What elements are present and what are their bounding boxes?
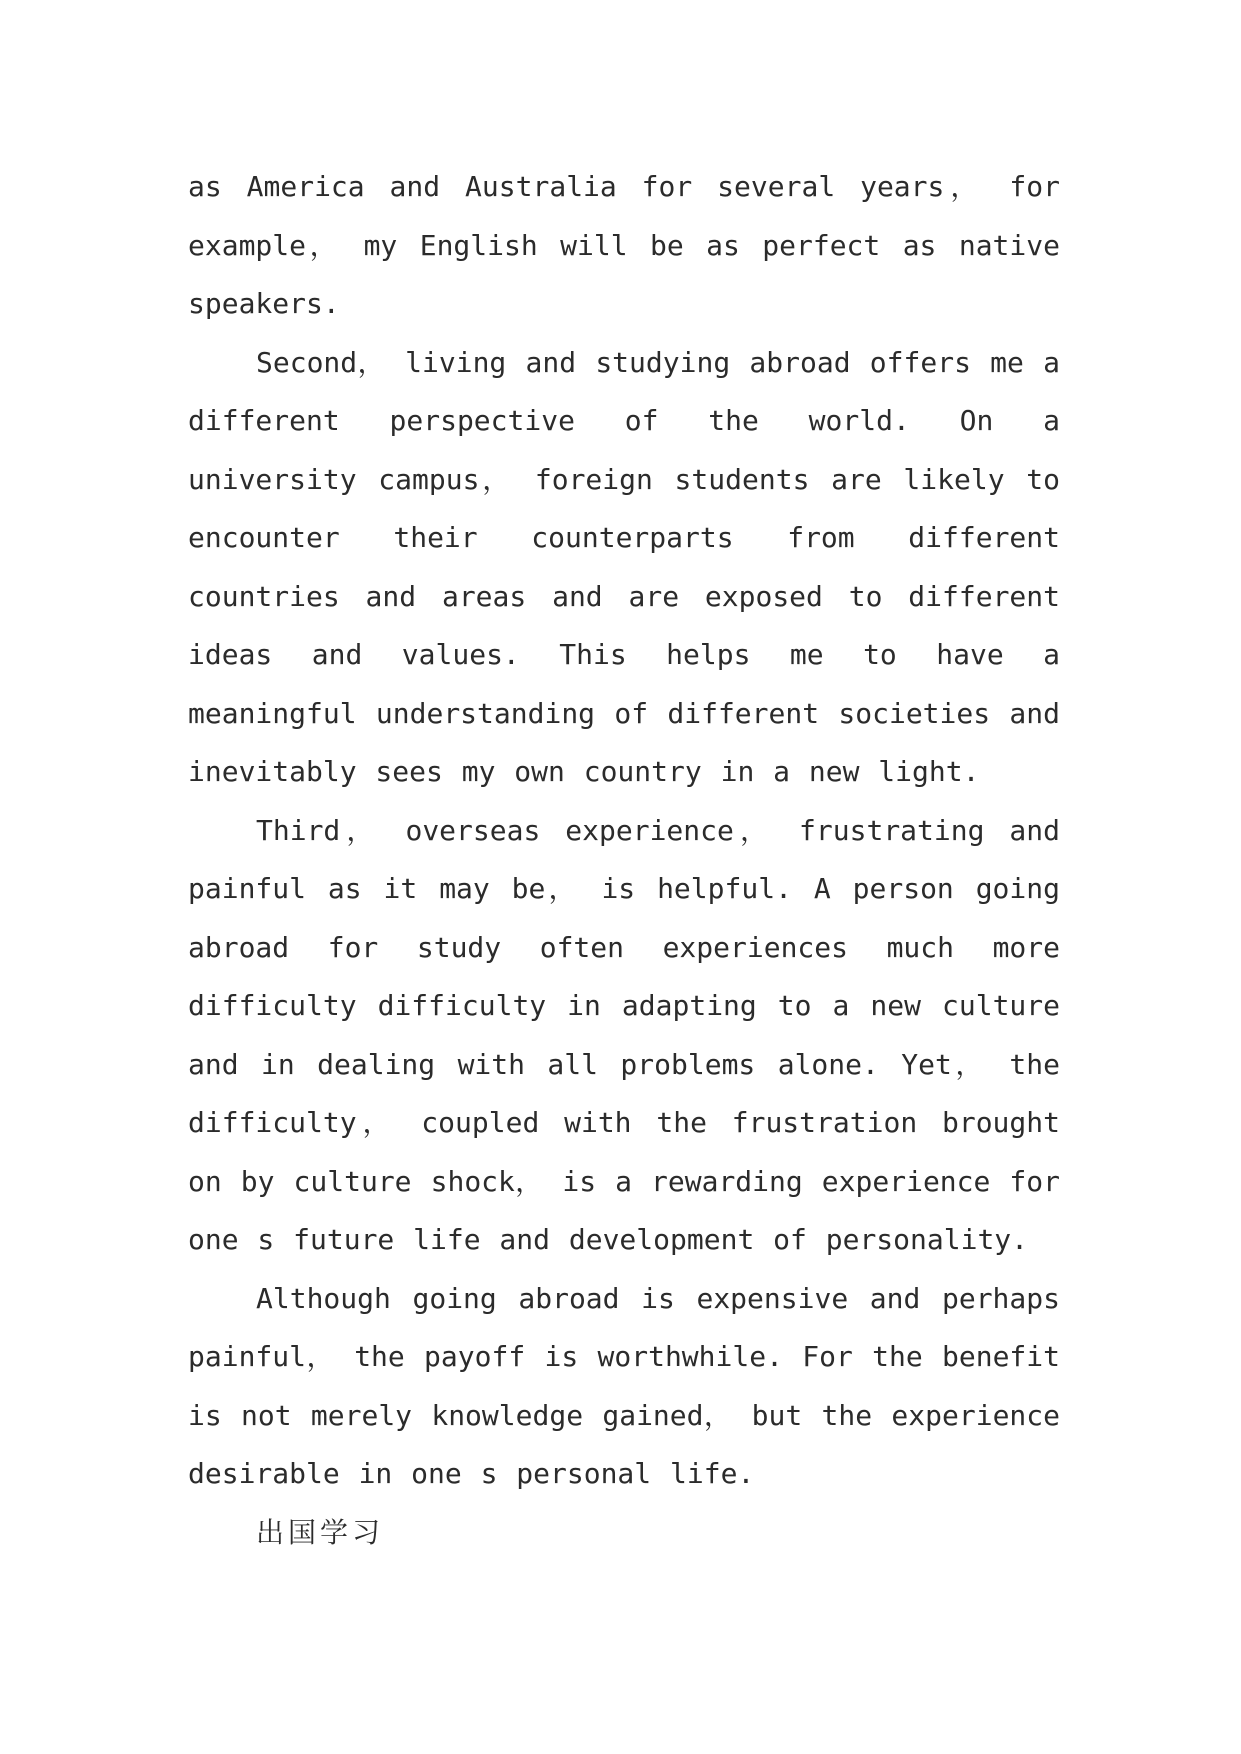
paragraph-2: Second， living and studying abroad offers me a different perspective of the world. On a university campus， foreign students are likely to encounter their counterparts from different countries and areas and are exposed to different ideas and values. This helps me to have a meaningful understanding of different societies and inevitably sees my own country in a new light. (188, 345, 1060, 788)
paragraph-1: as America and Australia for several years， for example， my English will be as perfect as native speakers. (188, 170, 1060, 320)
document-body (188, 158, 1060, 1562)
paragraph-4: Although going abroad is expensive and perhaps painful， the payoff is worthwhile. For the benefit is not merely knowledge gained， but the experience desirable in one s personal life. (188, 1281, 1060, 1490)
paragraph-3: Third， overseas experience， frustrating and painful as it may be， is helpful. A person going abroad for study often experiences much more difficulty difficulty in adapting to a new culture and in dealing with all problems alone. Yet， the difficulty， coupled with the frustration brought on by culture shock， is a rewarding experience for one s future life and development of personality. (188, 813, 1060, 1256)
section-heading: 出国学习 (256, 1515, 385, 1549)
